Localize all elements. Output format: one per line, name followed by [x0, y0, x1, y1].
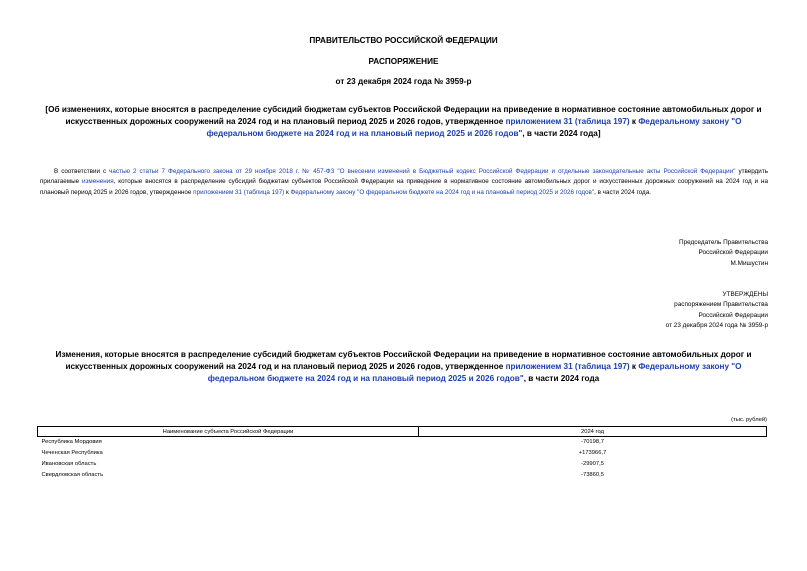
changes-title-text-2: к	[629, 362, 639, 371]
title-text-2: к	[629, 117, 639, 126]
table-row	[38, 448, 767, 459]
table-cell-value: -73860,5	[581, 471, 604, 478]
para-link-federal-law[interactable]: Федеральному закону "О федеральном бюджете на 2024 год и на плановый период 2025 и 2026 годов"	[290, 188, 595, 196]
table-header-row	[38, 427, 767, 437]
table-row	[38, 459, 767, 470]
para-text-1: В соответствии с	[54, 168, 110, 175]
table-cell-region: Чеченская Республика	[41, 450, 103, 457]
table-cell-region: Республика Мордовия	[41, 439, 102, 446]
para-text-2: утвердить прилагаемые	[40, 168, 768, 186]
document-title	[36, 104, 771, 140]
table-row	[38, 437, 767, 448]
subsidy-table	[37, 426, 767, 480]
title-link-federal-law[interactable]: Федеральному закону "О федеральном бюджете на 2024 год и на плановый период 2025 и 2026 годов"	[206, 117, 742, 138]
changes-title-link-federal-law[interactable]: Федеральному закону "О федеральном бюджете на 2024 год и на плановый период 2025 и 2026 годов"	[207, 362, 742, 383]
title-link-appendix[interactable]: приложением 31 (таблица 197)	[505, 117, 630, 126]
table-row	[38, 469, 767, 480]
table-cell-region: Свердловская область	[41, 471, 104, 478]
changes-title-text-3: , в части 2024 года	[523, 374, 600, 383]
government-heading: ПРАВИТЕЛЬСТВО РОССИЙСКОЙ ФЕДЕРАЦИИ	[309, 36, 498, 45]
table-header-year: 2024 год	[419, 427, 767, 437]
approval-line-3: Российской Федерации	[698, 311, 768, 319]
changes-title	[36, 349, 771, 385]
para-text-4: к	[284, 188, 291, 196]
para-text-5: , в части 2024 года.	[594, 188, 651, 196]
signature-position-country: Российской Федерации	[698, 249, 768, 257]
approval-heading: УТВЕРЖДЕНЫ	[722, 291, 768, 298]
signature-name: М.Мишустин	[730, 259, 768, 267]
para-link-law-457[interactable]: частью 2 статьи 7 Федерального закона от 29 ноября 2018 г. № 457-ФЗ "О внесении изменений в Бюджетный кодекс Российской Федерации и отдельные законодательные акты Российской Федерации"	[109, 168, 736, 175]
document-type-heading: РАСПОРЯЖЕНИЕ	[368, 57, 439, 66]
table-header-region: Наименование субъекта Российской Федерации	[38, 427, 419, 437]
signature-block	[679, 238, 768, 269]
para-link-changes[interactable]: изменения	[82, 178, 114, 186]
table-cell-value: +173966,7	[578, 450, 607, 457]
signature-position: Председатель Правительства	[679, 239, 768, 246]
table-units-label: (тыс. рублей)	[731, 417, 767, 423]
table-cell-region: Ивановская область	[41, 460, 97, 467]
para-text-3: , которые вносятся в распределение субсидий бюджетам субъектов Российской Федерации на приведение в нормативное состояние автомобильных дорог и искусственных дорожных сооружений на 2024 год и на плановый период 2025 и 2026 годов, утвержденное	[40, 178, 768, 196]
main-paragraph	[40, 167, 768, 198]
table-cell-value: -29907,5	[581, 460, 604, 467]
title-text-3: , в части 2024 года]	[522, 129, 601, 138]
changes-title-text-1: Изменения, которые вносятся в распределение субсидий бюджетам субъектов Российской Федерации на приведение в нормативное состояние автомобильных дорог и искусственных дорожных сооружений на 2024 год и на плановый период 2025 и 2026 годов, утвержденное	[55, 350, 752, 371]
approval-block	[666, 290, 768, 331]
title-text-1: [Об изменениях, которые вносятся в распределение субсидий бюджетам субъектов Российской Федерации на приведение в нормативное состояние автомобильных дорог и искусственных дорожных сооружений на 2024 год и на плановый период 2025 и 2026 годов, утвержденное	[45, 105, 762, 126]
table-cell-value: -70198,7	[581, 439, 604, 446]
approval-line-2: распоряжением Правительства	[674, 301, 768, 309]
document-date: от 23 декабря 2024 года № 3959-р	[335, 77, 472, 86]
changes-title-link-appendix[interactable]: приложением 31 (таблица 197)	[505, 362, 630, 371]
para-link-appendix[interactable]: приложением 31 (таблица 197)	[193, 188, 285, 196]
approval-date: от 23 декабря 2024 года № 3959-р	[665, 321, 768, 329]
